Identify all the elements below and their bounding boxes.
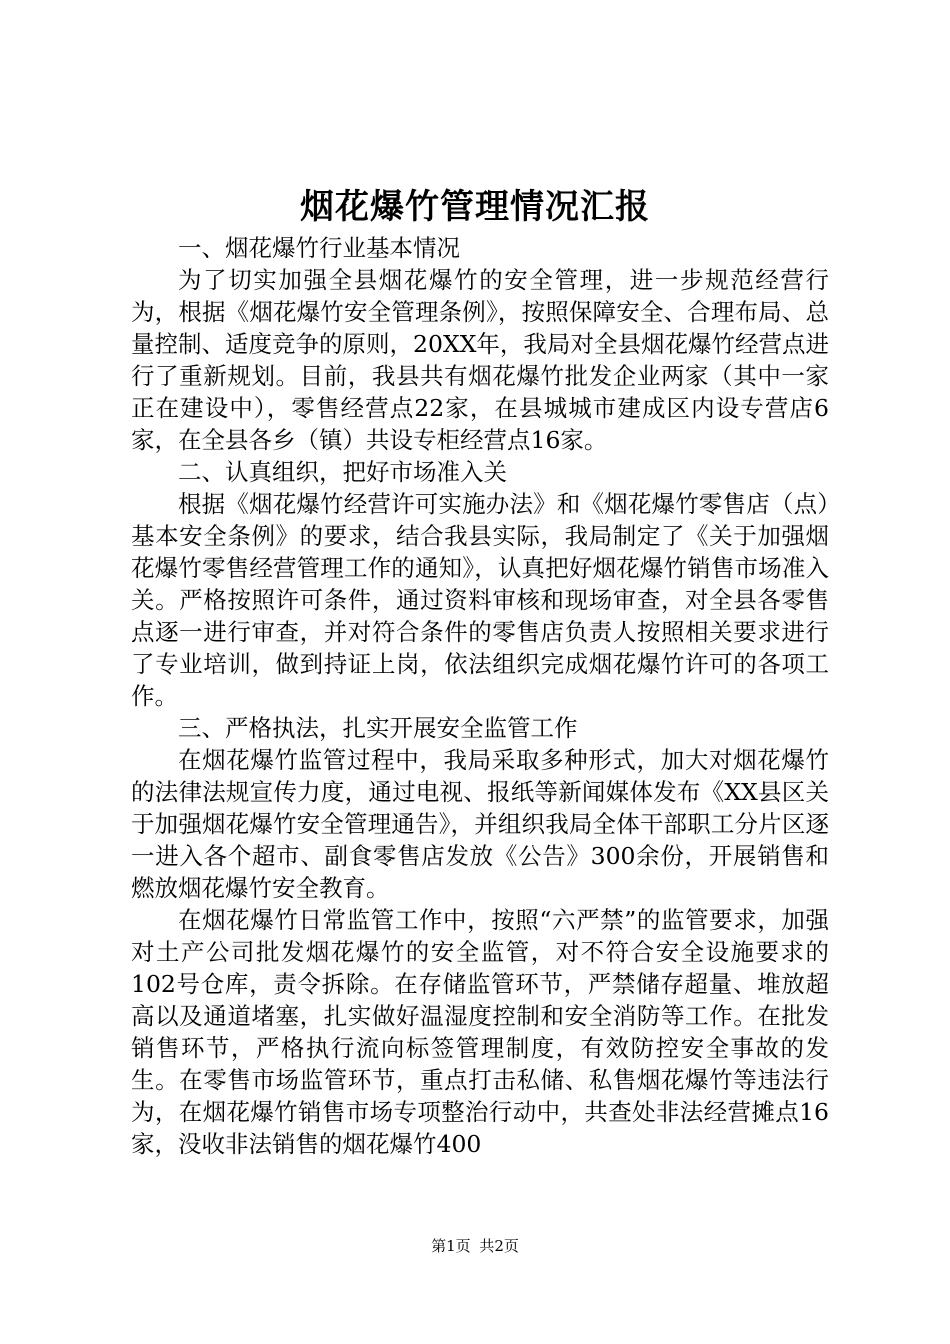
paragraph-2: 根据《烟花爆竹经营许可实施办法》和《烟花爆竹零售店（点）基本安全条例》的要求，结合我县实际，我局制定了《关于加强烟花爆竹零售经营管理工作的通知》，认真把好烟花爆竹销售市场准入关。严格按照许可条件，通过资料审核和现场审查，对全县各零售点逐一进行审查，并对符合条件的零售店负责人按照相关要求进行了专业培训，做到持证上岗，依法组织完成烟花爆竹许可的各项工作。 [131,490,829,710]
section-heading-3: 三、严格执法，扎实开展安全监管工作 [178,714,578,742]
document-title: 烟花爆竹管理情况汇报 [300,187,650,227]
page-total: 共2页 [479,1237,519,1255]
page-footer [0,1236,950,1256]
paragraph-4: 在烟花爆竹日常监管工作中，按照“六严禁”的监管要求，加强对土产公司批发烟花爆竹的安全监管，对不符合安全设施要求的102号仓库，责令拆除。在存储监管环节，严禁储存超量、堆放超高以及通道堵塞，扎实做好温湿度控制和安全消防等工作。在批发销售环节，严格执行流向标签管理制度，有效防控安全事故的发生。在零售市场监管环节，重点打击私储、私售烟花爆竹等违法行为，在烟花爆竹销售市场专项整治行动中，共查处非法经营摊点16家，没收非法销售的烟花爆竹400 [131,906,829,1158]
document-body [131,232,829,1160]
section-heading-2: 二、认真组织，把好市场准入关 [178,458,507,486]
paragraph-3: 在烟花爆竹监管过程中，我局采取多种形式，加大对烟花爆竹的法律法规宣传力度，通过电视、报纸等新闻媒体发布《XX县区关于加强烟花爆竹安全管理通告》，并组织我局全体干部职工分片区逐一进入各个超市、副食零售店发放《公告》300余份，开展销售和燃放烟花爆竹安全教育。 [131,746,829,902]
section-heading-1: 一、烟花爆竹行业基本情况 [178,234,460,262]
page-number: 第1页 [431,1237,471,1255]
paragraph-1: 为了切实加强全县烟花爆竹的安全管理，进一步规范经营行为，根据《烟花爆竹安全管理条例》，按照保障安全、合理布局、总量控制、适度竞争的原则，20XX年，我局对全县烟花爆竹经营点进行了重新规划。目前，我县共有烟花爆竹批发企业两家（其中一家正在建设中），零售经营点22家，在县城城市建成区内设专营店6家，在全县各乡（镇）共设专柜经营点16家。 [131,266,829,454]
